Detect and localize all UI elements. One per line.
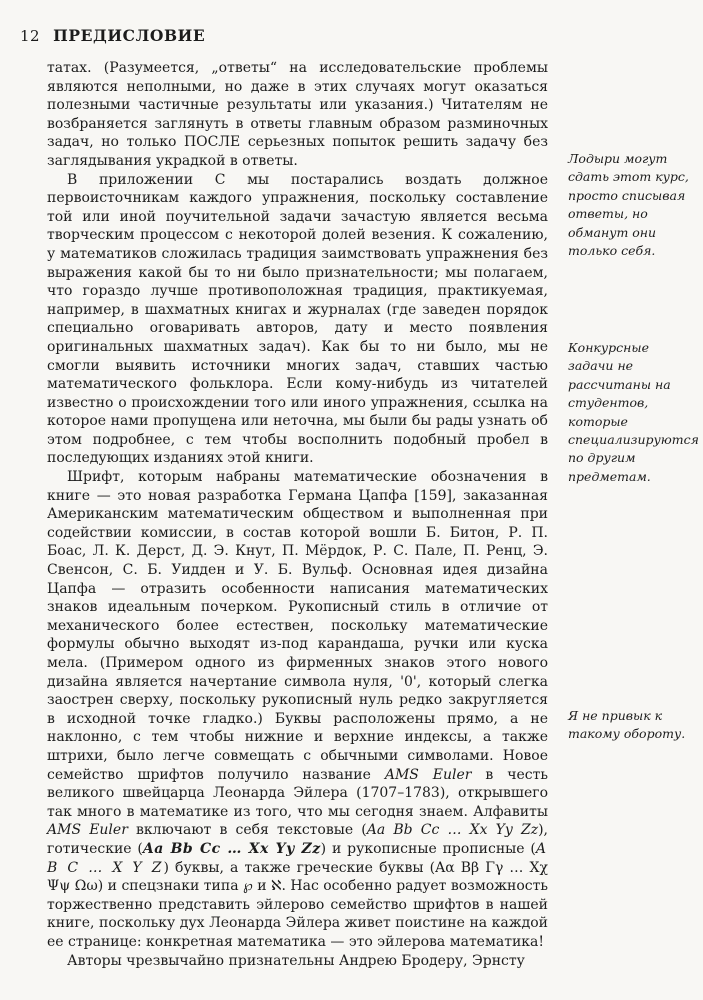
text-segment: ), готические ( bbox=[47, 822, 549, 857]
text-segment: в честь великого швейцарца Леонарда Эйлера (1707–1783), открывшего так много в математике из того, что мы сегодня знаем. Алфавиты bbox=[47, 766, 548, 820]
text-segment: Шрифт, которым набраны математические обозначения в книге — это новая разработка Германа Цапфа [159], заказанная Американским математическим обществом и выполненная при содействии комиссии, в состав которой вошли Б. Битон, Р. П. Боас, Л. К. Дерст, Д. Э. Кнут, П. Мёрдок, Р. С. Пале, П. Ренц, Э. Свенсон, С. Б. Уидден и У. Б. Вульф. Основная идея дизайна Цапфа — отразить особенности написания математических знаков идеальным почерком. Рукописный стиль в отличие от механического более естествен, поскольку математические формулы обычно выходят из-под карандаша, ручки или куска мела. (Примером одного из фирменных знаков этого нового дизайна является начертание символа нуля, '0', который слегка заострен сверху, поскольку рукописный нуль редко закругляется в исходной точке гладко.) Буквы расположены прямо, а не наклонно, с тем чтобы нижние и верхние индексы, а также штрихи, было легче совмещать с обычными символами. Новое семейство шрифтов получило название bbox=[47, 469, 548, 783]
paragraph-answers: татах. (Разумеется, „ответы“ на исследовательские проблемы являются неполными, но даже в этих случаях могут оказаться полезными частичные результаты или указания.) Читателям не возбраняется заглянуть в ответы главным образом разминочных задач, но только ПОСЛЕ серьезных попыток решить задачу без заглядывания украдкой в ответы. bbox=[47, 60, 548, 169]
margin-note: Лодыри могут сдать этот курс, просто списывая ответы, но обманут они только себя. bbox=[568, 151, 689, 259]
alphabet-sample-script: A B C … X Y Z bbox=[47, 840, 549, 876]
paragraph-typeface bbox=[47, 468, 548, 951]
ams-euler-name: AMS Euler bbox=[384, 766, 472, 783]
paragraph-exercise-sources: В приложении C мы постарались воздать должное первоисточникам каждого упражнения, поскольку составление той или иной поучительной задачи зачастую является весьма творческим процессом с некоторой долей везения. К сожалению, у математиков сложилась традиция заимствовать упражнения без выражения какой бы то ни было признательности; мы полагаем, что гораздо лучше противоположная традиция, практикуемая, например, в шахматных книгах и журналах (где заведен порядок специально оговаривать авторов, дату и место появления оригинальных шахматных задач). Как бы то ни было, мы не смогли выявить источники многих задач, ставших частью математического фольклора. Если кому-нибудь из читателей известно о происхождении того или иного упражнения, ссылка на которое нами пропущена или неточна, мы были бы рады узнать об этом подробнее, с тем чтобы восполнить подобный пробел в последующих изданиях этой книги. bbox=[47, 171, 548, 467]
running-head-title: ПРЕДИСЛОВИЕ bbox=[53, 26, 206, 45]
running-header bbox=[20, 26, 205, 45]
page-number: 12 bbox=[20, 27, 41, 45]
alphabet-sample-gothic: Aa Bb Cc … Xx Yy Zz bbox=[142, 840, 321, 857]
ams-euler-name: AMS Euler bbox=[47, 822, 128, 839]
text-segment: включают в себя текстовые ( bbox=[127, 822, 367, 839]
alphabet-sample-text: Aa Bb Cc … Xx Yy Zz bbox=[366, 822, 539, 839]
paragraph-acknowledgements: Авторы чрезвычайно признательны Андрею Бродеру, Эрнсту bbox=[67, 952, 525, 969]
margin-note: Конкурсные задачи не рассчитаны на студентов, которые специализируются по другим предметам. bbox=[568, 340, 699, 484]
body-text-column bbox=[47, 59, 548, 970]
text-segment: ) и рукописные прописные ( bbox=[320, 840, 536, 857]
text-segment: ) буквы, а также греческие буквы (Αα Ββ Γγ … Χχ Ψψ Ωω) и спецзнаки типа ℘ и ℵ. Нас особенно радует возможность торжественно представить эйлерово семейство шрифтов в нашей книге, поскольку дух Леонарда Эйлера живет поистине на каждой ее странице: конкретная математика — это эйлерова математика! bbox=[47, 859, 548, 950]
margin-note: Я не привык к такому обороту. bbox=[568, 708, 686, 742]
